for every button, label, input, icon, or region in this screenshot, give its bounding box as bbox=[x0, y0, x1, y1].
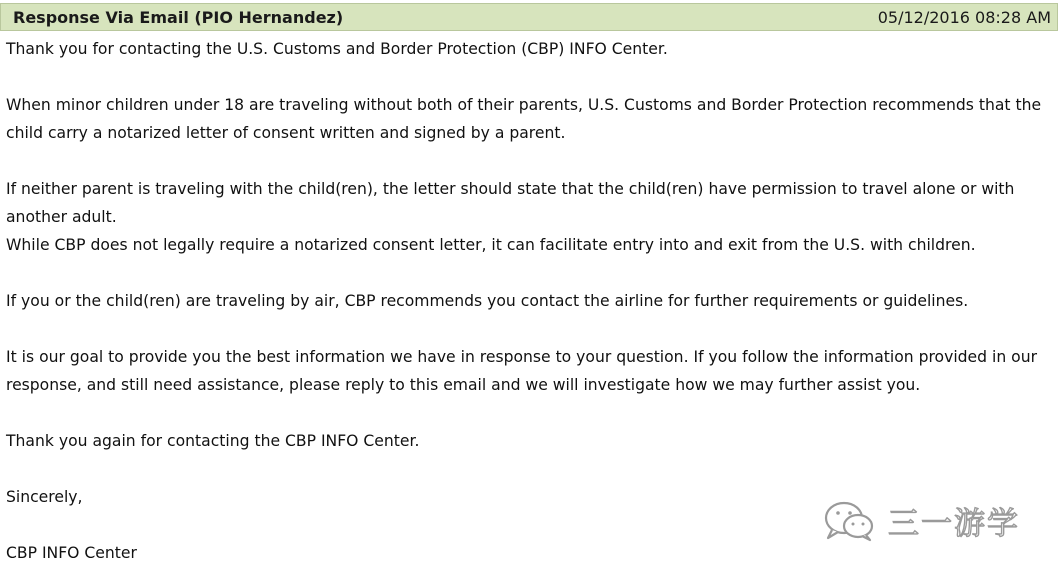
paragraph-minor-children: When minor children under 18 are traveling without both of their parents, U.S. Customs and Border Protection recommends that the child carry a notarized letter of consent written and signed by a parent. bbox=[6, 96, 1042, 142]
closing-text: Sincerely, bbox=[6, 488, 83, 506]
email-timestamp: 05/12/2016 08:28 AM bbox=[877, 8, 1051, 27]
wechat-icon bbox=[822, 498, 878, 542]
paragraph-air-travel: If you or the child(ren) are traveling by air, CBP recommends you contact the airline for further requirements or guidelines. bbox=[6, 292, 969, 310]
email-body bbox=[6, 35, 1056, 567]
watermark bbox=[822, 495, 1032, 545]
paragraph-legal-requirement: While CBP does not legally require a notarized consent letter, it can facilitate entry into and exit from the U.S. with children. bbox=[6, 236, 976, 254]
paragraph-thanks-again: Thank you again for contacting the CBP INFO Center. bbox=[6, 432, 420, 450]
email-header-bar bbox=[0, 3, 1058, 31]
email-subject: Response Via Email (PIO Hernandez) bbox=[13, 8, 344, 27]
paragraph-greeting: Thank you for contacting the U.S. Customs and Border Protection (CBP) INFO Center. bbox=[6, 40, 668, 58]
signature-text: CBP INFO Center bbox=[6, 544, 137, 562]
watermark-text: 三一游学 bbox=[888, 505, 1020, 542]
paragraph-neither-parent: If neither parent is traveling with the child(ren), the letter should state that the child(ren) have permission to travel alone or with another adult. bbox=[6, 180, 1015, 226]
paragraph-goal: It is our goal to provide you the best information we have in response to your question. If you follow the information provided in our response, and still need assistance, please reply to this email and we will investigate how we may further assist you. bbox=[6, 348, 1038, 394]
